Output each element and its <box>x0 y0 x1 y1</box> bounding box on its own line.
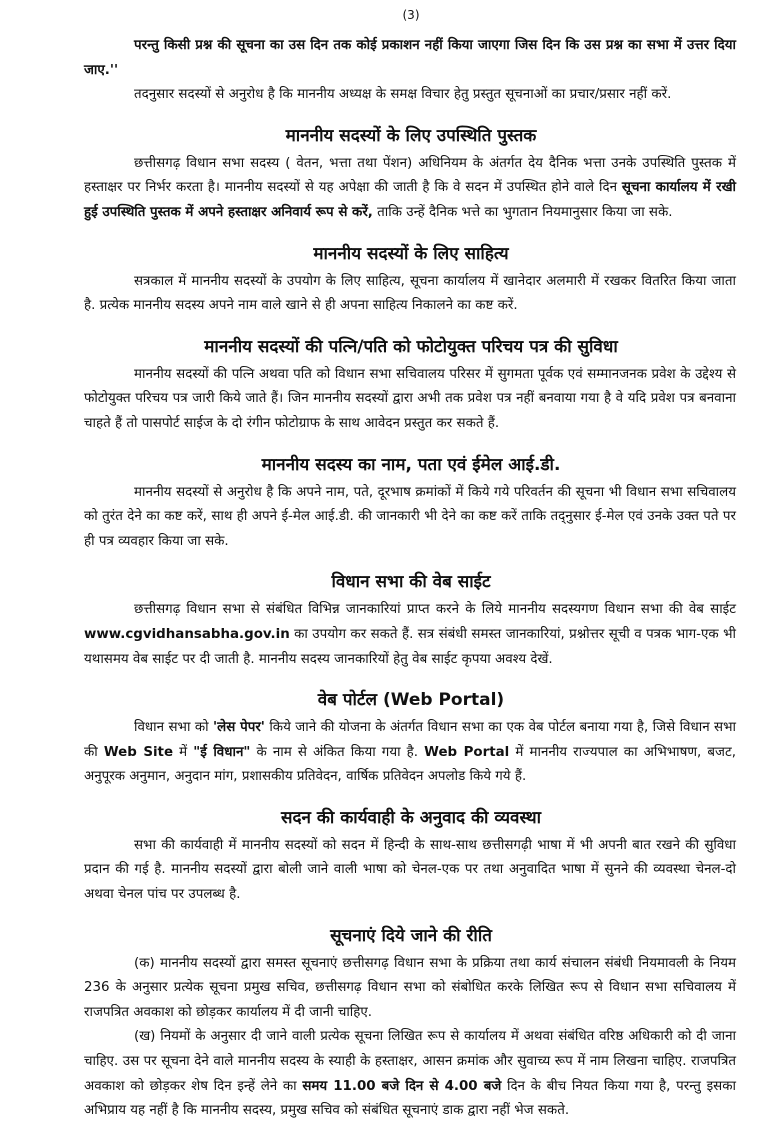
paragraph <box>84 952 736 1026</box>
section <box>86 924 736 1124</box>
section-heading: विधान सभा की वेब साईट <box>331 572 491 593</box>
bold-text: परन्तु किसी प्रश्न की सूचना का उस दिन तक कोई प्रकाशन नहीं किया जाएगा जिस दिन कि उस प्रश्न का सभा में उत्तर दिया जाए.'' <box>84 38 736 78</box>
paragraph <box>84 152 736 226</box>
section <box>86 34 736 108</box>
text: विधान सभा को <box>134 720 214 736</box>
section-heading: वेब पोर्टल (Web Portal) <box>317 690 505 711</box>
paragraph <box>84 481 736 555</box>
section <box>86 124 736 226</box>
text: किये जाने की योजना के अंतर्गत विधान सभा का एक वेब पोर्टल बनाया गया है, जिसे विधान सभा की <box>84 720 736 760</box>
section <box>86 242 736 319</box>
text: दिन के बीच नियत किया गया है, परन्तु इसका अभिप्राय यह नहीं है कि माननीय सदस्य, प्रमुख सचिव को संबंधित सूचनाएं डाक द्वारा नहीं भेज सकते. <box>84 1078 736 1119</box>
text: छत्तीसगढ़ विधान सभा से संबंधित विभिन्न जानकारियां प्राप्त करने के लिये माननीय सदस्यगण विधान सभा की वेब साईट <box>134 602 736 618</box>
paragraph <box>84 270 736 319</box>
text: (क) माननीय सदस्यों द्वारा समस्त सूचनाएं छत्तीसगढ़ विधान सभा के प्रक्रिया तथा कार्य संचालन संबंधी नियमावली के नियम 236 के अनुसार प्रत्येक सूचना प्रमुख सचिव, छत्तीसगढ़ विधान सभा को संबोधित करके लिखित रूप से विधान सभा सचिवालय में राजपत्रित अवकाश को छोड़कर कार्यालय में दी जानी चाहिए. <box>84 955 736 1020</box>
text: में माननीय राज्यपाल का अभिभाषण, बजट, अनुपूरक अनुमान, अनुदान मांग, प्रशासकीय प्रतिवेदन, वार्षिक प्रतिवेदन अपलोड किये गये हैं. <box>84 744 736 785</box>
bold-text: सूचना कार्यालय में रखी हुई उपस्थिति पुस्तक में अपने हस्ताक्षर अनिवार्य रूप से करें, <box>84 180 736 220</box>
paragraph <box>84 83 736 108</box>
text: तदनुसार सदस्यों से अनुरोध है कि माननीय अध्यक्ष के समक्ष विचार हेतु प्रस्तुत सूचनाओं का प्रचार/प्रसार नहीं करें. <box>134 87 672 103</box>
section <box>86 453 736 555</box>
document-body <box>86 34 736 1124</box>
paragraph <box>84 834 736 908</box>
paragraph <box>84 716 736 790</box>
section-heading: सदन की कार्यवाही के अनुवाद की व्यवस्था <box>280 807 541 828</box>
text: में <box>173 744 194 760</box>
section <box>86 688 736 790</box>
paragraph <box>84 1025 736 1123</box>
section <box>86 570 736 672</box>
text: माननीय सदस्यों की पत्नि अथवा पति को विधान सभा सचिवालय परिसर में सुगमता पूर्वक एवं सम्मानजनक प्रवेश के उद्देश्य से फोटोयुक्त परिचय पत्र जारी किये जाते हैं। जिन माननीय सदस्यों द्वारा अभी तक प्रवेश पत्र नहीं बनवाया गया है वे यदि प्रवेश पत्र बनवाना चाहते हैं तो पासपोर्ट साईज के दो रंगीन फोटोग्राफ के साथ आवेदन प्रस्तुत कर सकते हैं. <box>84 366 736 431</box>
bold-text: Web Site <box>103 744 174 760</box>
section-heading: माननीय सदस्यों की पत्नि/पति को फोटोयुक्त परिचय पत्र की सुविधा <box>204 336 618 357</box>
bold-text: www.cgvidhansabha.gov.in <box>84 626 290 642</box>
section-heading: सूचनाएं दिये जाने की रीति <box>330 925 492 946</box>
section-heading: माननीय सदस्यों के लिए साहित्य <box>313 243 509 264</box>
text: (ख) नियमों के अनुसार दी जाने वाली प्रत्येक सूचना लिखित रूप से कार्यालय में अथवा संबंधित वरिष्ठ अधिकारी को दी जाना चाहिए. उस पर सूचना देने वाले माननीय सदस्य के स्याही के हस्ताक्षर, आसन क्रमांक और सुवाच्य रूप में नाम लिखना चाहिए. राजपत्रित अवकाश को छोड़कर शेष दिन इन्हें लेने का <box>84 1029 736 1094</box>
section-heading: माननीय सदस्यों के लिए उपस्थिति पुस्तक <box>285 125 537 146</box>
text: सत्रकाल में माननीय सदस्यों के उपयोग के लिए साहित्य, सूचना कार्यालय में खानेदार अलमारी में रखकर वितरित किया जाता है. प्रत्येक माननीय सदस्य अपने नाम वाले खाने से ही अपना साहित्य निकालने का कष्ट करें. <box>84 273 736 314</box>
bold-text: समय 11.00 बजे दिन से 4.00 बजे <box>302 1078 502 1094</box>
bold-text: 'लेस पेपर' <box>213 720 265 736</box>
paragraph <box>84 598 736 672</box>
text: माननीय सदस्यों से अनुरोध है कि अपने नाम, पते, दूरभाष क्रमांकों में किये गये परिवर्तन की सूचना भी विधान सभा सचिवालय को तुरंत देने का कष्ट करें, साथ ही अपने ई-मेल आई.डी. की जानकारी भी देने का कष्ट करें ताकि तद्नुसार ई-मेल एवं उनके उक्त पते पर ही पत्र व्यवहार किया जा सके. <box>84 484 736 549</box>
bold-text: "ई विधान" <box>193 744 251 760</box>
text: सभा की कार्यवाही में माननीय सदस्यों को सदन में हिन्दी के साथ-साथ छत्तीसगढ़ी भाषा में भी अपनी बात रखने की सुविधा प्रदान की गई है. माननीय सदस्यों द्वारा बोली जाने वाली भाषा को चेनल-एक पर तथा अनुवादित भाषा में सुनने की व्यवस्था चेनल-दो अथवा चेनल पांच पर उपलब्ध है. <box>84 837 736 903</box>
paragraph <box>84 363 736 437</box>
text: के नाम से अंकित किया गया है. <box>250 744 425 760</box>
page-number: (3) <box>402 8 420 22</box>
section-heading: माननीय सदस्य का नाम, पता एवं ईमेल आई.डी. <box>261 454 561 475</box>
bold-text: Web Portal <box>424 744 510 760</box>
text: का उपयोग कर सकते हैं. सत्र संबंधी समस्त जानकारियां, प्रश्नोत्तर सूची व पत्रक भाग-एक भी यथासमय वेब साईट पर दी जाती है. माननीय सदस्य जानकारियों हेतु वेब साईट कृपया अवश्य देखें. <box>84 626 736 667</box>
section <box>86 335 736 437</box>
paragraph <box>84 34 736 83</box>
text: ताकि उन्हें दैनिक भत्ते का भुगतान नियमानुसार किया जा सके. <box>372 204 673 220</box>
section <box>86 806 736 908</box>
text: छत्तीसगढ़ विधान सभा सदस्य ( वेतन, भत्ता तथा पेंशन) अधिनियम के अंतर्गत देय दैनिक भत्ता उनके उपस्थिति पुस्तक में हस्ताक्षर पर निर्भर करता है। माननीय सदस्यों से यह अपेक्षा की जाती है कि वे सदन में उपस्थित होने वाले दिन <box>84 155 736 196</box>
